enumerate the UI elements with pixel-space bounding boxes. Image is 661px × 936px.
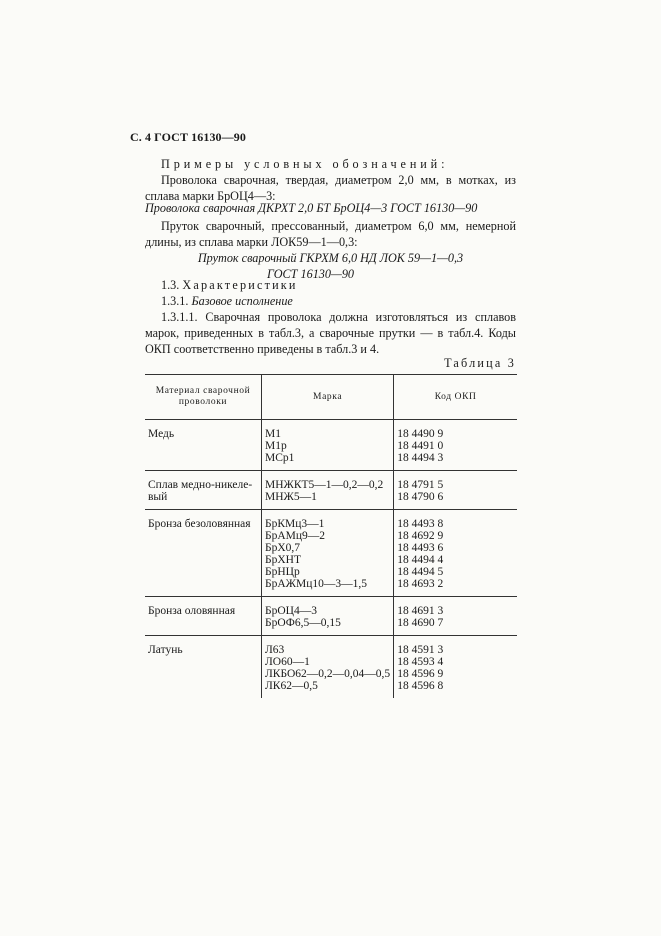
okp-cell xyxy=(394,597,517,636)
grade-value: МНЖ5—1 xyxy=(265,491,317,503)
okp-code: 18 4790 6 xyxy=(397,491,444,503)
table-row xyxy=(145,510,517,597)
grade-cell xyxy=(262,471,394,510)
section-title: Характеристики xyxy=(182,278,298,292)
alloy-table xyxy=(145,374,517,698)
okp-code: 18 4591 3 xyxy=(397,644,444,656)
material-cell xyxy=(145,597,262,636)
grade-value: МСр1 xyxy=(265,452,295,464)
section-block xyxy=(145,277,516,357)
grade-value: БрХ0,7 xyxy=(265,542,301,554)
material-cell xyxy=(145,420,262,471)
grade-cell xyxy=(262,636,394,699)
grade-value: БрНЦр xyxy=(265,566,300,578)
grade-value: Л63 xyxy=(265,644,285,656)
table-caption: Таблица 3 xyxy=(444,356,516,370)
header-material: Материал сварочной проволоки xyxy=(145,375,262,420)
subsection-title: Базовое исполнение xyxy=(191,294,293,308)
examples-title: Примеры условных обозначений: xyxy=(161,157,449,171)
table-caption-wrap xyxy=(145,356,516,371)
okp-code: 18 4593 4 xyxy=(397,656,444,668)
example2-text: Пруток сварочный, прессованный, диаметром 6,0 мм, немерной длины, из сплава марки ЛОК59—1—0,3: xyxy=(145,219,516,249)
grade-value: БрОФ6,5—0,15 xyxy=(265,617,341,629)
material-cell xyxy=(145,636,262,699)
okp-code: 18 4691 3 xyxy=(397,605,444,617)
okp-code: 18 4791 5 xyxy=(397,479,444,491)
table-row xyxy=(145,597,517,636)
grade-value: M1р xyxy=(265,440,287,452)
material-cell xyxy=(145,510,262,597)
grade-value: БрХНТ xyxy=(265,554,301,566)
grade-value: БрКМц3—1 xyxy=(265,518,325,530)
okp-code: 18 4693 2 xyxy=(397,578,444,590)
material-name: Латунь xyxy=(148,644,183,656)
example2-designation-line1: Пруток сварочный ГКРХМ 6,0 НД ЛОК 59—1—0,3 xyxy=(197,251,464,265)
okp-code: 18 4494 3 xyxy=(397,452,444,464)
grade-value: ЛКБО62—0,2—0,04—0,5 xyxy=(265,668,391,680)
okp-code: 18 4596 9 xyxy=(397,668,444,680)
section-heading xyxy=(145,277,516,293)
example1-designation: Проволока сварочная ДКРХТ 2,0 БТ БрОЦ4—3 ГОСТ 16130—90 xyxy=(145,201,478,215)
grade-value: БрОЦ4—3 xyxy=(265,605,317,617)
example2-block xyxy=(145,218,516,250)
okp-code: 18 4494 4 xyxy=(397,554,444,566)
table-row xyxy=(145,636,517,699)
okp-cell xyxy=(394,636,517,699)
grade-value: БрАЖМц10—3—1,5 xyxy=(265,578,367,590)
clause-text: 1.3.1.1. Сварочная проволока должна изготовляться из сплавов марок, приведенных в табл.3, а сварочные прутки — в табл.4. Коды ОКП соответственно приведены в табл.3 и 4. xyxy=(145,310,516,356)
grade-value: БрАМц9—2 xyxy=(265,530,326,542)
grade-cell xyxy=(262,420,394,471)
okp-cell xyxy=(394,420,517,471)
example1-text: Проволока сварочная, твердая, диаметром 2,0 мм, в мотках, из сплава марки БрОЦ4—3: xyxy=(145,173,516,203)
material-name: Медь xyxy=(148,428,175,440)
table-row xyxy=(145,471,517,510)
grade-cell xyxy=(262,597,394,636)
example2-designation-line2: ГОСТ 16130—90 xyxy=(266,267,355,281)
material-name: Бронза безоловянная xyxy=(148,518,251,530)
okp-code: 18 4493 6 xyxy=(397,542,444,554)
okp-code: 18 4596 8 xyxy=(397,680,444,692)
grade-value: МНЖКТ5—1—0,2—0,2 xyxy=(265,479,384,491)
okp-code: 18 4490 9 xyxy=(397,428,444,440)
okp-cell xyxy=(394,471,517,510)
grade-value: ЛК62—0,5 xyxy=(265,680,318,692)
material-name: Сплав медно-никеле-вый xyxy=(148,479,253,503)
page-header: С. 4 ГОСТ 16130—90 xyxy=(130,130,246,144)
grade-value: ЛО60—1 xyxy=(265,656,310,668)
example1-designation-block xyxy=(145,200,516,216)
grade-cell xyxy=(262,510,394,597)
header-okp: Код ОКП xyxy=(394,375,517,420)
grade-value: M1 xyxy=(265,428,281,440)
subsection-heading xyxy=(145,293,516,309)
table-body xyxy=(145,420,517,699)
examples-block xyxy=(145,156,516,204)
okp-code: 18 4494 5 xyxy=(397,566,444,578)
section-number: 1.3. xyxy=(161,278,180,292)
okp-code: 18 4491 0 xyxy=(397,440,444,452)
table-row xyxy=(145,420,517,471)
table-header-row xyxy=(145,375,517,420)
okp-code: 18 4493 8 xyxy=(397,518,444,530)
okp-code: 18 4690 7 xyxy=(397,617,444,629)
okp-cell xyxy=(394,510,517,597)
okp-code: 18 4692 9 xyxy=(397,530,444,542)
header-grade: Марка xyxy=(262,375,394,420)
material-name: Бронза оловянная xyxy=(148,605,236,617)
material-cell xyxy=(145,471,262,510)
subsection-number: 1.3.1. xyxy=(161,294,189,308)
